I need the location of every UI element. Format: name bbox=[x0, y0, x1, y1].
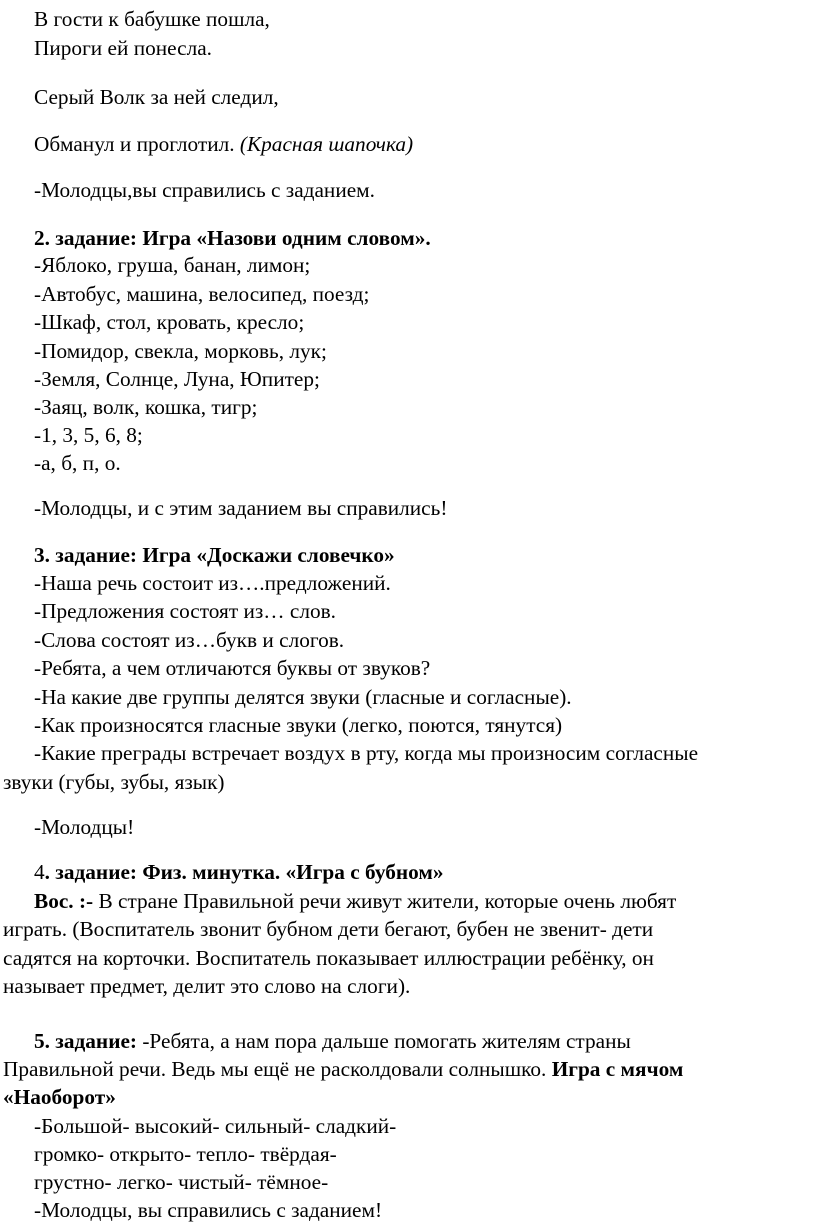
task-5-line-3 bbox=[3, 1087, 116, 1108]
task-5-item: грустно- легко- чистый- тёмное- bbox=[34, 1170, 329, 1194]
riddle-line-2: Пироги ей понесла. bbox=[34, 36, 212, 60]
task-5-item: громко- открыто- тепло- твёрдая- bbox=[34, 1142, 337, 1166]
task-3-heading bbox=[34, 545, 395, 566]
riddle-answer: (Красная шапочка) bbox=[239, 132, 414, 156]
task-5-text: Правильной речи. Ведь мы ещё не расколдовали солнышко. bbox=[3, 1057, 547, 1081]
task-3-item: -Ребята, а чем отличаются буквы от звуков? bbox=[34, 656, 431, 680]
task-4-heading bbox=[34, 862, 444, 883]
task-4-heading-text: . задание: Физ. минутка. «Игра с бубном» bbox=[44, 860, 444, 884]
task-2-item: -Шкаф, стол, кровать, кресло; bbox=[34, 310, 305, 334]
task-4-number: 4 bbox=[34, 860, 45, 884]
task-5-line-2 bbox=[3, 1059, 683, 1080]
task-5-game-name: «Наоборот» bbox=[3, 1085, 116, 1109]
task-3-item: -Слова состоят из…букв и слогов. bbox=[34, 628, 345, 652]
speaker-label: Вос. :- bbox=[34, 889, 94, 913]
task-3-item: -Наша речь состоит из….предложений. bbox=[34, 571, 391, 595]
riddle-praise: -Молодцы,вы справились с заданием. bbox=[34, 178, 375, 202]
task-5-heading: 5. задание: bbox=[34, 1029, 138, 1053]
task-2-praise: -Молодцы, и с этим заданием вы справились! bbox=[34, 496, 448, 520]
task-2-heading bbox=[34, 228, 431, 249]
riddle-line-1: В гости к бабушке пошла, bbox=[34, 7, 270, 31]
task-3-heading-text: 3. задание: Игра «Доскажи словечко» bbox=[34, 543, 395, 567]
task-5-text: -Ребята, а нам пора дальше помогать жителям страны bbox=[137, 1029, 631, 1053]
task-4-text: В стране Правильной речи живут жители, которые очень любят bbox=[93, 889, 677, 913]
task-3-item-continued: звуки (губы, зубы, язык) bbox=[3, 770, 225, 794]
riddle-line-4 bbox=[34, 134, 413, 155]
task-2-item: -1, 3, 5, 6, 8; bbox=[34, 423, 143, 447]
task-2-item: -Заяц, волк, кошка, тигр; bbox=[34, 395, 258, 419]
task-4-line-1 bbox=[34, 891, 676, 912]
task-4-line-3: садятся на корточки. Воспитатель показывает иллюстрации ребёнку, он bbox=[3, 946, 654, 970]
task-2-item: -Земля, Солнце, Луна, Юпитер; bbox=[34, 367, 320, 391]
task-5-item: -Большой- высокий- сильный- сладкий- bbox=[34, 1114, 397, 1138]
task-5-praise: -Молодцы, вы справились с заданием! bbox=[34, 1198, 383, 1222]
task-2-item: -Помидор, свекла, морковь, лук; bbox=[34, 339, 327, 363]
task-3-item: -Какие преграды встречает воздух в рту, когда мы произносим согласные bbox=[34, 741, 699, 765]
task-3-praise: -Молодцы! bbox=[34, 815, 135, 839]
task-2-item: -Яблоко, груша, банан, лимон; bbox=[34, 253, 311, 277]
task-2-heading-text: 2. задание: Игра «Назови одним словом». bbox=[34, 226, 431, 250]
riddle-line-3: Серый Волк за ней следил, bbox=[34, 85, 279, 109]
task-2-item: -а, б, п, о. bbox=[34, 451, 121, 475]
task-3-item: -Как произносятся гласные звуки (легко, поются, тянутся) bbox=[34, 713, 563, 737]
task-4-line-4: называет предмет, делит это слово на слоги). bbox=[3, 974, 411, 998]
task-3-item: -На какие две группы делятся звуки (гласные и согласные). bbox=[34, 685, 572, 709]
task-3-item: -Предложения состоят из… слов. bbox=[34, 599, 336, 623]
task-5-line-1 bbox=[34, 1031, 631, 1052]
task-5-game-title: Игра с мячом bbox=[546, 1057, 684, 1081]
task-2-item: -Автобус, машина, велосипед, поезд; bbox=[34, 282, 370, 306]
task-4-line-2: играть. (Воспитатель звонит бубном дети бегают, бубен не звенит- дети bbox=[3, 917, 654, 941]
riddle-line-4-text: Обманул и проглотил. bbox=[34, 132, 235, 156]
